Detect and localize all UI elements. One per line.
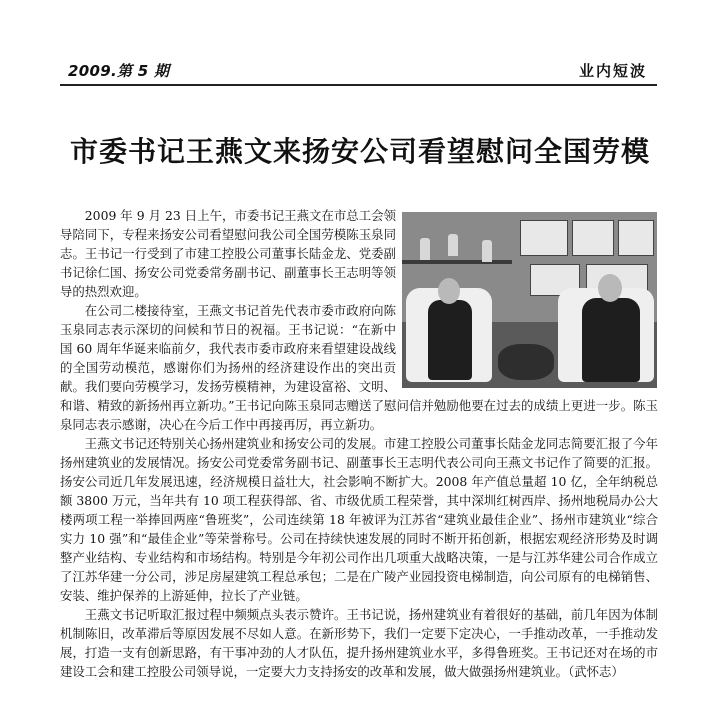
article-paragraph: 2009 年 9 月 23 日上午，市委书记王燕文在市总工会领导陪同下，专程来扬安公司看望慰问我公司全国劳模陈玉泉同志。王书记一行受到了市建工控股公司董事长陆金龙、党委副书记徐仁国、扬安公司党委常务副书记、副董事长王志明等领导的热烈欢迎。 xyxy=(60,208,396,299)
page-header xyxy=(60,56,657,86)
article-title: 市委书记王燕文来扬安公司看望慰问全国劳模 xyxy=(69,135,650,168)
column-name: 业内短波 xyxy=(578,62,647,80)
article-body xyxy=(60,206,658,681)
article-paragraph: 在公司二楼接待室，王燕文书记首先代表市委市政府向陈玉泉同志表示深切的问候和节日的祝福。王书记说：“在新中国 60 周年华诞来临前夕，我代表市委市政府来看望建设战线的全国劳动模范，感谢你们为扬州的经济建设作出的突出贡献。我们要向劳模学习，发扬劳模精神，为建设富裕、文明、和谐、精致的新扬州再立新功。”王书记向陈玉泉同志赠送了慰问信并勉励他要在过去的成绩上更进一步。陈玉泉同志表示感谢，决心在今后工作中再接再厉，再立新功。 xyxy=(60,303,658,432)
header-rule xyxy=(60,84,657,86)
article-paragraph: 王燕文书记听取汇报过程中频频点头表示赞许。王书记说，扬州建筑业有着很好的基础，前几年因为体制机制陈旧，改革滞后等原因发展不尽如人意。在新形势下，我们一定要下定决心，一手推动改革，一手推动发展，打造一支有创新思路，有干事冲劲的人才队伍，提升扬州建筑业水平，多得鲁班奖。王书记还对在场的市建设工会和建工控股公司领导说，一定要大力支持扬安的改革和发展，做大做强扬州建筑业。（武怀志） xyxy=(60,607,658,679)
issue-number: 2009.第 5 期 xyxy=(68,62,170,80)
article-paragraph: 王燕文书记还特别关心扬州建筑业和扬安公司的发展。市建工控股公司董事长陆金龙同志简要汇报了今年扬州建筑业的发展情况。扬安公司党委常务副书记、副董事长王志明代表公司向王燕文书记作了简要的汇报。扬安公司近几年发展迅速，经济规模日益壮大，社会影响不断扩大。2008 年产值总量超 10 亿，全年纳税总额 3800 万元，当年共有 10 项工程获得部、省、市级优质工程荣誉，其中深圳红树西岸、扬州地税局办公大楼两项工程一举捧回两座“鲁班奖”，公司连续第 18 年被评为江苏省“建筑业最佳企业”、扬州市建筑业“综合实力 10 强”和“最佳企业”等荣誉称号。公司在持续快速发展的同时不断开拓创新，根据宏观经济形势及时调整产业结构、专业结构和市场结构。特别是今年初公司作出几项重大战略决策，一是与江苏华建公司合作成立了江苏华建一分公司，涉足房屋建筑工程总承包；二是在广陵产业园投资电梯制造，向公司原有的电梯销售、安装、维护保养的上游延伸，拉长了产业链。 xyxy=(60,436,658,603)
